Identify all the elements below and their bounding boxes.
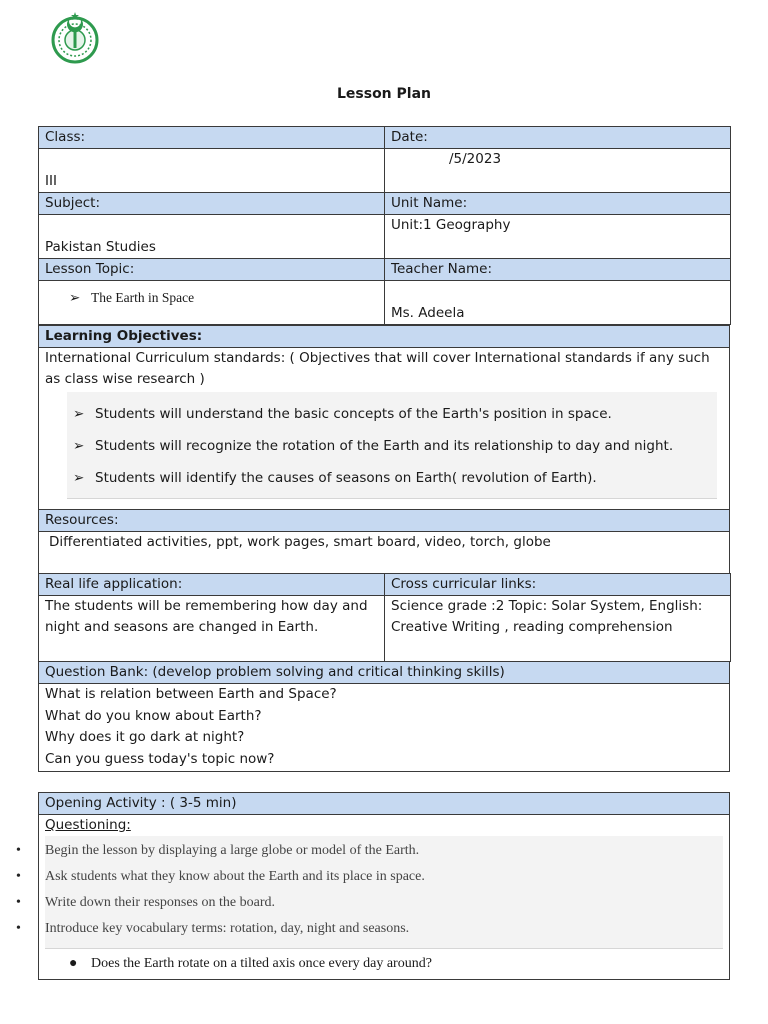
arrow-bullet-icon: ➢ [73,470,85,486]
bullet-icon: • [16,895,21,910]
subject-label: Subject: [39,193,385,215]
unit-label: Unit Name: [385,193,731,215]
objectives-list [67,392,717,499]
bullet-icon: • [16,869,21,884]
bullet-icon: • [16,843,21,858]
objectives-table [38,325,730,576]
objectives-heading: Learning Objectives: [39,326,730,348]
objectives-intro: International Curriculum standards: ( Objectives that will cover International standards if any such as class wise research ) [45,350,710,387]
question-item: Can you guess today's topic now? [45,750,275,767]
date-value: /5/2023 [385,149,731,193]
questioning-subheading: Questioning: [45,817,131,833]
arrow-bullet-icon: ➢ [69,290,81,306]
activity-step: • Begin the lesson by displaying a large globe or model of the Earth. [16,838,736,864]
activity-step: • Introduce key vocabulary terms: rotation, day, night and seasons. [16,916,736,942]
question-item: Why does it go dark at night? [45,729,245,745]
question-item: What do you know about Earth? [45,707,262,724]
real-life-label: Real life application: [39,574,385,596]
arrow-bullet-icon: ➢ [73,406,85,422]
cross-curricular-label: Cross curricular links: [385,574,731,596]
resources-label: Resources: [39,510,730,532]
objectives-body [39,348,730,510]
arrow-bullet-icon: ➢ [73,438,85,454]
question-item: What is relation between Earth and Space? [45,686,337,702]
class-label: Class: [39,127,385,149]
topic-label: Lesson Topic: [39,259,385,281]
subject-value: Pakistan Studies [39,215,385,259]
real-life-value: The students will be remembering how day and night and seasons are changed in Earth. [39,596,385,662]
date-label: Date: [385,127,731,149]
topic-value: ➢ The Earth in Space [39,281,385,325]
opening-activity-label: Opening Activity : ( 3-5 min) [39,793,730,815]
lesson-info-table [38,126,731,325]
objective-item: ➢ Students will recognize the rotation of the Earth and its relationship to day and night. [73,430,717,462]
document-title: Lesson Plan [336,86,431,102]
resources-value: Differentiated activities, ppt, work pages, smart board, video, torch, globe [39,532,730,576]
class-value: III [39,149,385,193]
teacher-label: Teacher Name: [385,259,731,281]
question-bank-label: Question Bank: (develop problem solving and critical thinking skills) [39,662,730,684]
school-logo [44,10,106,64]
activity-step: • Write down their responses on the board. [16,890,736,916]
activity-step: • Ask students what they know about the Earth and its place in space. [16,864,736,890]
objective-item: ➢ Students will identify the causes of seasons on Earth( revolution of Earth). [73,462,717,494]
teacher-value: Ms. Adeela [385,281,731,325]
objective-item: ➢ Students will understand the basic concepts of the Earth's position in space. [73,398,717,430]
cross-curricular-value: Science grade :2 Topic: Solar System, English: Creative Writing , reading comprehension [385,596,731,662]
question-bank-list [39,684,730,772]
question-bank-table [38,661,730,772]
bullet-icon: • [16,921,21,936]
application-table [38,573,731,662]
activity-steps-list [16,838,736,942]
unit-value: Unit:1 Geography [385,215,731,259]
bullet-icon: ● [69,956,78,971]
opening-question: ● Does the Earth rotate on a tilted axis once every day around? [45,949,723,979]
